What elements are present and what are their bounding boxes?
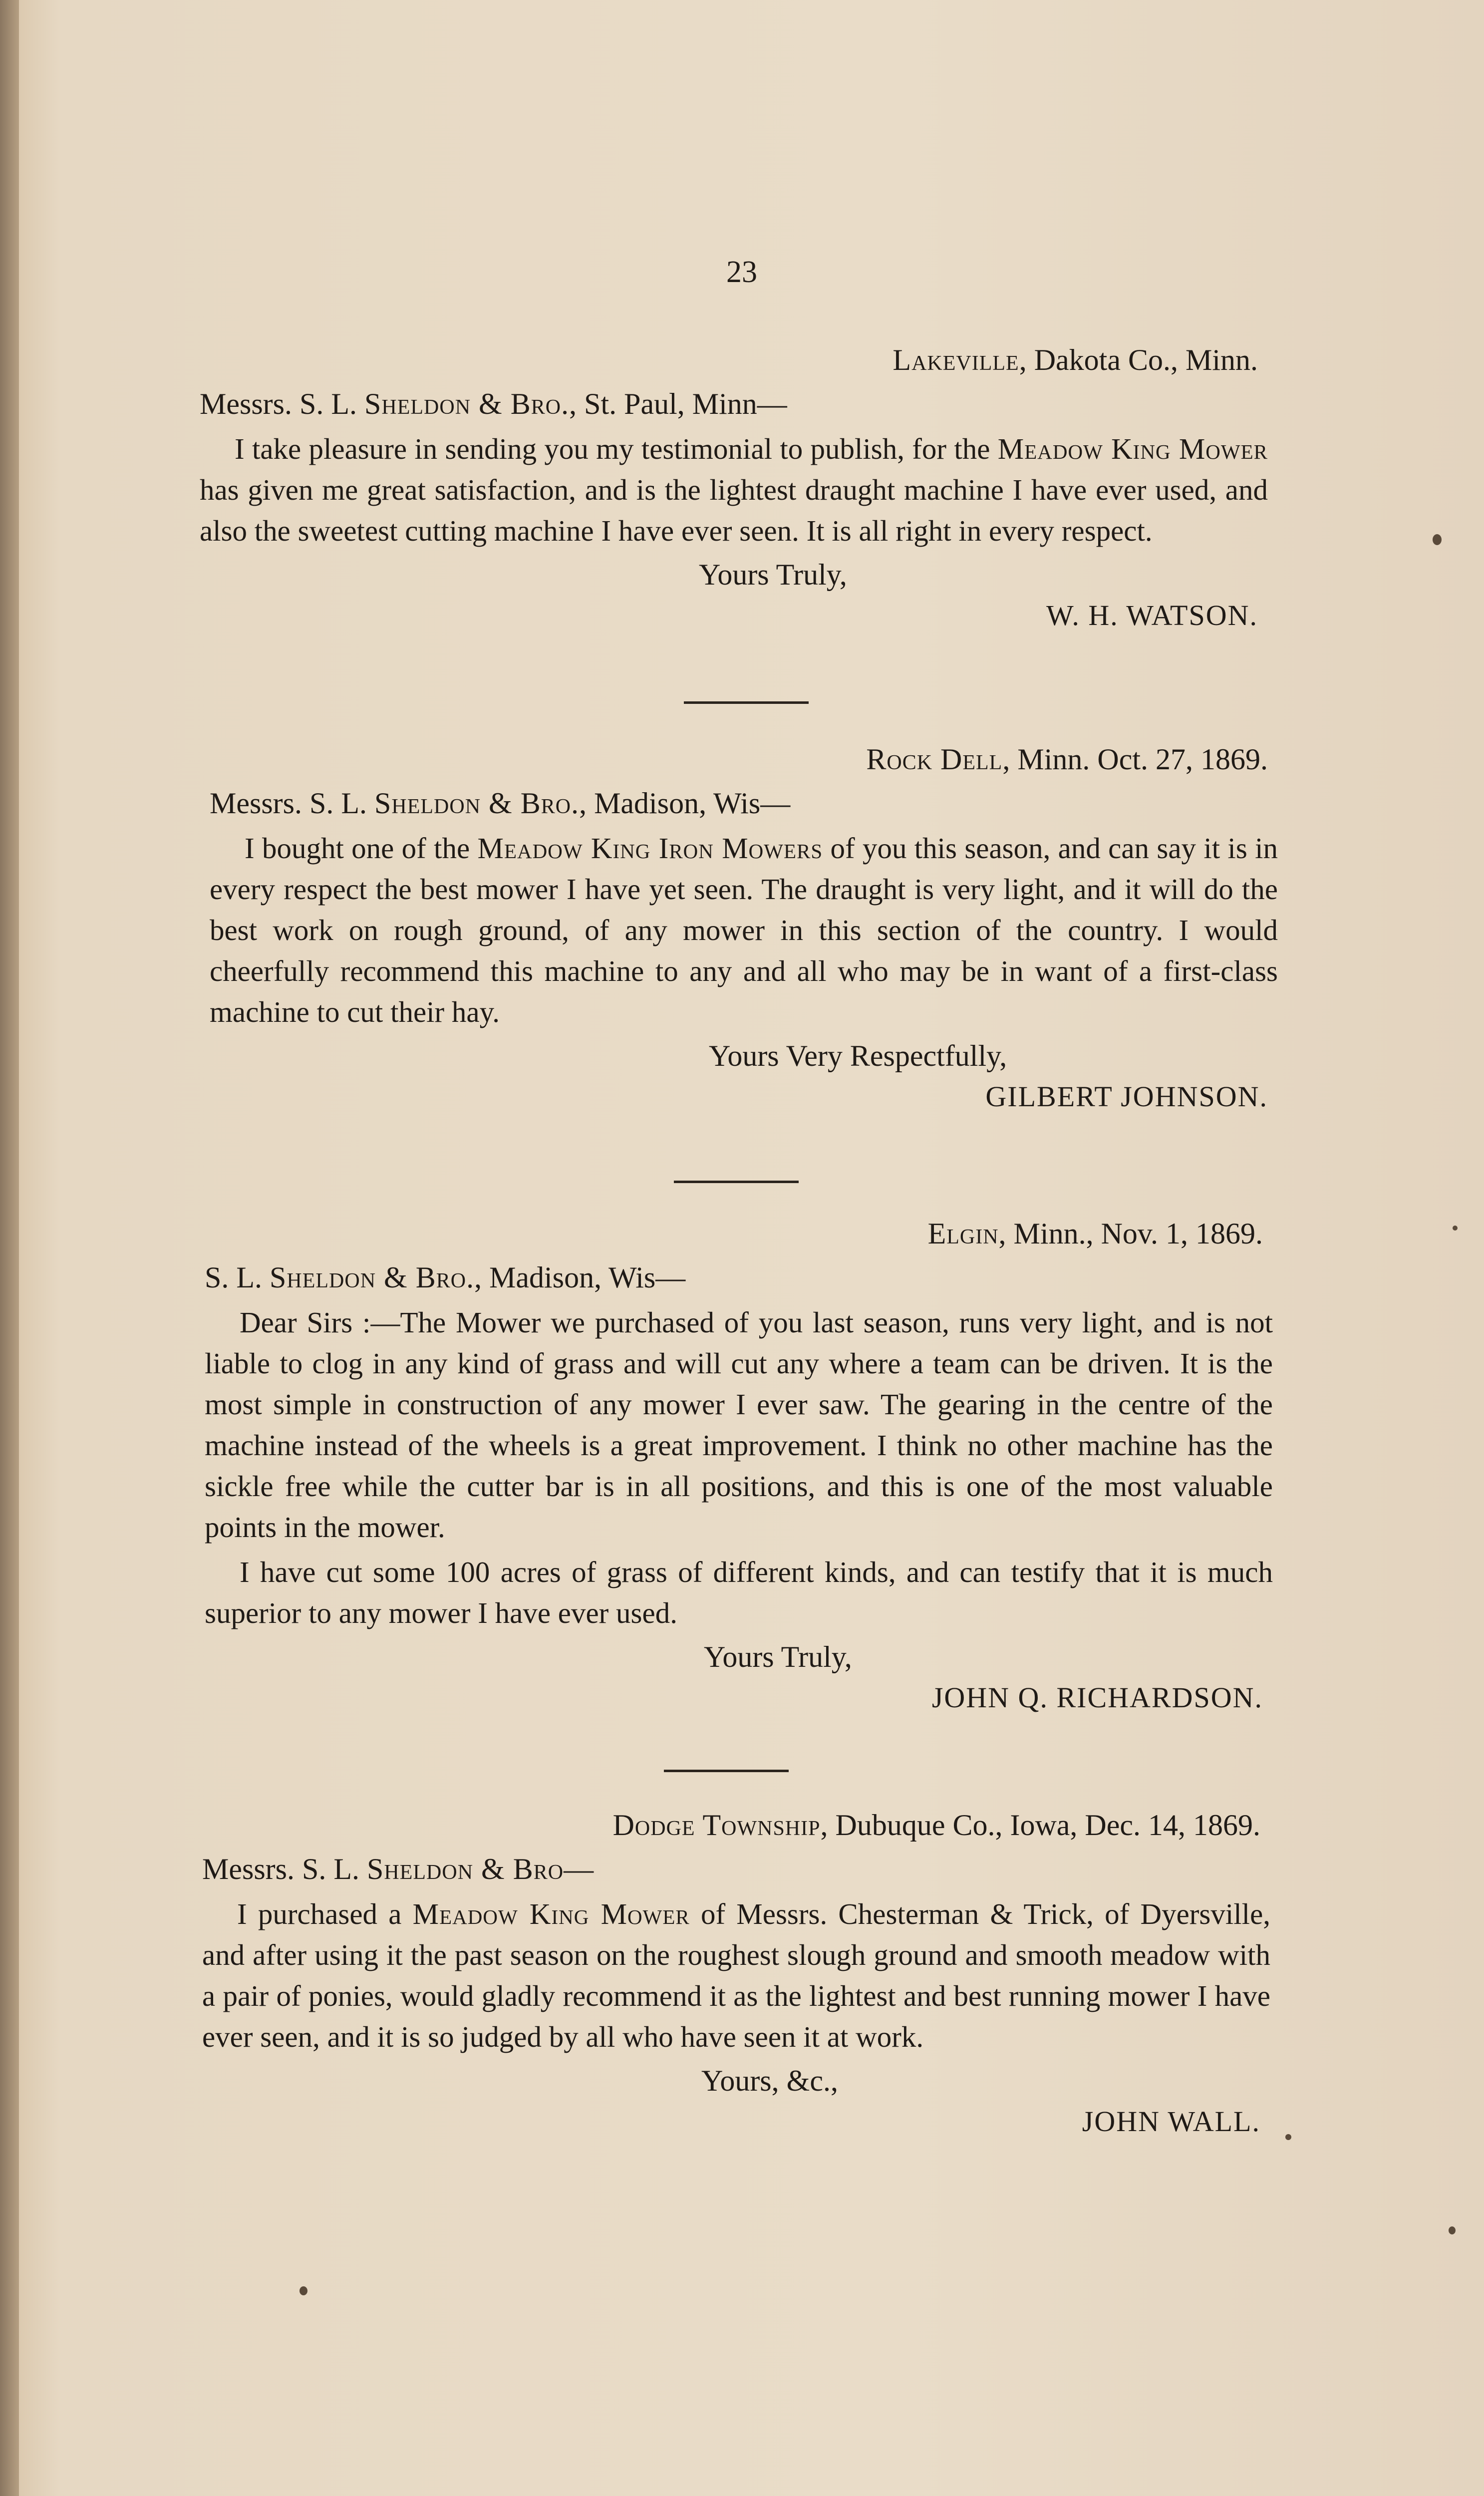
letter-wall: [202, 1805, 1270, 2142]
section-divider: [684, 701, 809, 704]
paper-speck: [1453, 1226, 1458, 1231]
letter-place: [210, 739, 1278, 780]
paragraph-text: I take pleasure in sending you my testimonial to publish, for the: [235, 432, 998, 465]
place-details: , Dubuque Co., Iowa, Dec. 14, 1869.: [820, 1809, 1260, 1842]
addressee-location: , St. Paul, Minn—: [569, 387, 787, 420]
addressee-firm: Sheldon & Bro: [367, 1853, 564, 1885]
letter-closing: Yours, &c.,: [701, 2064, 838, 2097]
letter-addressee: [205, 1257, 1273, 1298]
letter-addressee: [202, 1849, 1270, 1889]
letter-place: [202, 1805, 1270, 1846]
section-divider: [674, 1181, 799, 1183]
product-name: Meadow King Mower: [412, 1897, 690, 1930]
letter-watson: [200, 339, 1268, 636]
page-number: 23: [726, 255, 757, 289]
paragraph-text: I bought one of the: [245, 832, 478, 865]
addressee-location: , Madison, Wis—: [474, 1261, 686, 1294]
letter-paragraph: [210, 828, 1278, 1032]
place-details: , Minn., Nov. 1, 1869.: [998, 1217, 1263, 1250]
place-details: , Minn. Oct. 27, 1869.: [1002, 743, 1268, 776]
addressee-firm: Sheldon & Bro.: [374, 787, 580, 820]
letter-signature: JOHN Q. RICHARDSON.: [931, 1681, 1263, 1714]
product-name: Meadow King Mower: [997, 432, 1268, 465]
book-spine: [0, 0, 19, 2496]
paragraph-text: of Messrs. Chesterman & Trick, of Dyersville, and after using it the past season on the roughest slough ground and smooth meadow with a pair of ponies, would gladly recommend it as the lightest and best running mower I have ever seen, and it is so judged by all who have seen it at work.: [202, 1897, 1271, 2053]
paper-speck: [1433, 534, 1442, 545]
letter-signature: JOHN WALL.: [1082, 2105, 1260, 2138]
letter-paragraph: Dear Sirs :—The Mower we purchased of you last season, runs very light, and is not liable to clog in any kind of grass and will cut any where a team can be driven. It is the most simple in construction of any mower I ever saw. The gearing in the centre of the machine instead of the wheels is a great improvement. I think no other machine has the sickle free while the cutter bar is in all positions, and this is one of the most valuable points in the mower.: [205, 1306, 1273, 1544]
paper-speck: [299, 2286, 307, 2295]
product-name: Meadow King Iron Mowers: [477, 832, 823, 865]
letter-body: [205, 1302, 1273, 1633]
letter-body: [200, 428, 1268, 551]
paragraph-text: of you this season, and can say it is in every respect the best mower I have yet seen. The draught is very light, and it will do the best work on rough ground, of any mower in this section of the country. I would cheerfully recommend this machine to any and all who may be in want of a first-class machine to cut their hay.: [210, 832, 1278, 1028]
letter-johnson: [210, 739, 1278, 1117]
letter-richardson: [205, 1213, 1273, 1718]
paragraph-text: I purchased a: [237, 1897, 413, 1930]
letter-closing: Yours Very Respectfully,: [709, 1039, 1007, 1072]
letter-closing: Yours Truly,: [699, 558, 847, 591]
letter-signature: GILBERT JOHNSON.: [985, 1080, 1268, 1113]
addressee-prefix: Messrs. S. L.: [202, 1853, 367, 1885]
place-name: Elgin: [927, 1217, 999, 1250]
addressee-prefix: S. L.: [205, 1261, 270, 1294]
addressee-prefix: Messrs. S. L.: [200, 387, 365, 420]
place-details: , Dakota Co., Minn.: [1019, 343, 1258, 376]
letter-body: [202, 1893, 1270, 2057]
paper-speck: [1285, 2134, 1291, 2140]
paragraph-text: has given me great satisfaction, and is the lightest draught machine I have ever used, and also the sweetest cutting machine I have ever seen. It is all right in every respect.: [200, 473, 1268, 547]
place-name: Rock Dell: [866, 743, 1003, 776]
addressee-prefix: Messrs. S. L.: [210, 787, 375, 820]
addressee-location: , Madison, Wis—: [579, 787, 791, 820]
section-divider: [664, 1770, 789, 1772]
place-name: Lakeville: [892, 343, 1019, 376]
letter-paragraph: [202, 1893, 1270, 2057]
letter-closing: Yours Truly,: [704, 1640, 852, 1673]
place-name: Dodge Township: [612, 1809, 821, 1842]
letter-signature: W. H. WATSON.: [1046, 599, 1258, 631]
addressee-firm: Sheldon & Bro.: [270, 1261, 475, 1294]
addressee-firm: Sheldon & Bro.: [364, 387, 570, 420]
letter-addressee: [210, 783, 1278, 824]
addressee-location: —: [564, 1853, 594, 1885]
letter-addressee: [200, 383, 1268, 424]
letter-paragraph: [200, 428, 1268, 551]
paper-speck: [1449, 2226, 1456, 2234]
letter-place: [205, 1213, 1273, 1254]
letter-paragraph: I have cut some 100 acres of grass of different kinds, and can testify that it is much superior to any mower I have ever used.: [205, 1556, 1273, 1629]
letter-body: [210, 828, 1278, 1032]
letter-place: [200, 339, 1268, 380]
